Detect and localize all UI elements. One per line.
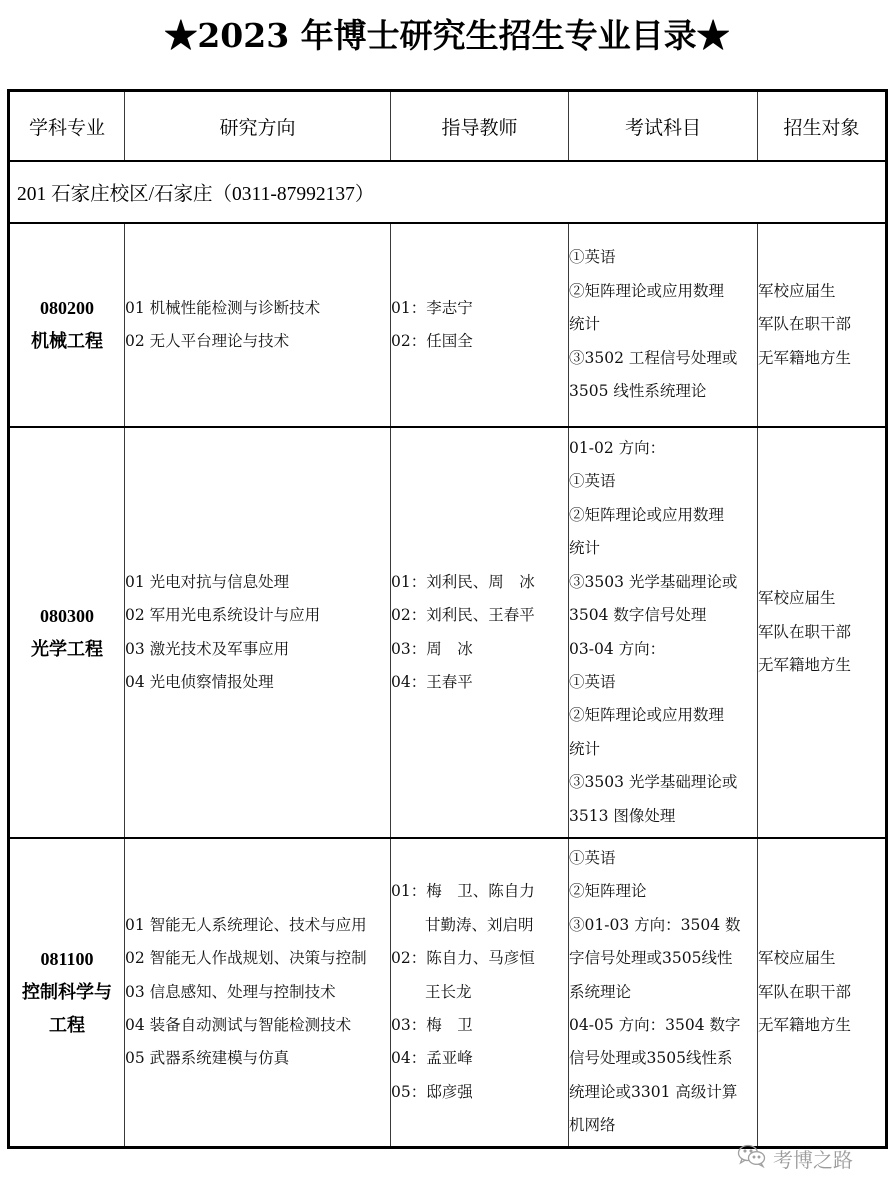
advisor-item: 02：刘利民、王春平: [391, 606, 535, 625]
target-item: 军校应届生: [758, 589, 836, 608]
exam-line: 信号处理或3505线性系: [569, 1049, 733, 1068]
exam-line: ①英语: [569, 472, 616, 491]
exam-line: 01-02 方向：: [569, 439, 666, 458]
table-row: [9, 223, 887, 427]
exam-line: ③01-03 方向：3504 数: [569, 915, 741, 934]
direction-item: 02 智能无人作战规划、决策与控制: [125, 949, 367, 968]
exam-line: 3513 图像处理: [569, 806, 676, 825]
exam-line: 机网络: [569, 1116, 616, 1135]
advisor-item: 04：王春平: [391, 672, 473, 691]
advisor-item: 03：周 冰: [391, 639, 473, 658]
exam-line: 04-05 方向：3504 数字: [569, 1015, 741, 1034]
major-name: 光学工程: [31, 638, 103, 660]
header-major: 学科专业: [9, 91, 125, 162]
direction-item: 04 装备自动测试与智能检测技术: [125, 1015, 352, 1034]
advisors-cell: [391, 838, 569, 1147]
targets-cell: [758, 838, 887, 1147]
target-item: 军队在职干部: [758, 315, 852, 334]
direction-item: 02 军用光电系统设计与应用: [125, 606, 321, 625]
major-name: 工程: [49, 1014, 85, 1036]
exam-line: 统理论或3301 高级计算: [569, 1082, 738, 1101]
advisor-item: 05：邸彦强: [391, 1082, 473, 1101]
advisor-item: 甘勤涛、刘启明: [425, 915, 534, 934]
advisor-item: 王长龙: [425, 982, 472, 1001]
advisor-item: 02：任国全: [391, 332, 473, 350]
exam-line: 统计: [569, 739, 601, 758]
direction-item: 01 机械性能检测与诊断技术: [125, 298, 321, 317]
major-code: 081100: [40, 948, 94, 969]
exam-line: 系统理论: [569, 982, 632, 1001]
header-advisor: 指导教师: [391, 91, 569, 162]
exam-line: 3505 线性系统理论: [569, 382, 707, 401]
section-row: [9, 161, 887, 223]
exam-line: 统计: [569, 315, 601, 334]
exam-line: ③3503 光学基础理论或: [569, 773, 738, 792]
exam-line: ③3503 光学基础理论或: [569, 572, 738, 591]
directions-cell: [125, 838, 391, 1147]
watermark-text: 考博之路: [773, 1147, 853, 1172]
exam-line: 字信号处理或3505线性: [569, 949, 733, 968]
major-name: 控制科学与: [22, 981, 112, 1003]
direction-item: 03 信息感知、处理与控制技术: [125, 982, 336, 1001]
target-item: 军校应届生: [758, 949, 836, 968]
exams-cell: [569, 427, 758, 838]
wechat-icon: [737, 1143, 767, 1174]
advisor-item: 02：陈自力、马彦恒: [391, 949, 535, 968]
direction-item: 02 无人平台理论与技术: [125, 332, 290, 350]
major-cell: [9, 838, 125, 1147]
target-item: 军校应届生: [758, 281, 836, 300]
major-code: 080200: [40, 298, 94, 318]
major-cell: [9, 223, 125, 427]
exam-line: ②矩阵理论: [569, 882, 647, 901]
header-enrollment-target: 招生对象: [758, 91, 887, 162]
exam-line: 统计: [569, 539, 601, 558]
exam-line: 03-04 方向：: [569, 639, 666, 658]
targets-cell: [758, 427, 887, 838]
direction-item: 03 激光技术及军事应用: [125, 639, 290, 658]
exam-line: ②矩阵理论或应用数理: [569, 706, 725, 725]
advisor-item: 01：刘利民、周 冰: [391, 572, 535, 591]
target-item: 军队在职干部: [758, 982, 852, 1001]
catalog-table: [7, 89, 888, 1149]
advisor-item: 04：孟亚峰: [391, 1049, 473, 1068]
direction-item: 01 智能无人系统理论、技术与应用: [125, 915, 367, 934]
major-cell: [9, 427, 125, 838]
direction-item: 05 武器系统建模与仿真: [125, 1049, 290, 1068]
direction-item: 01 光电对抗与信息处理: [125, 572, 290, 591]
table-row: [9, 838, 887, 1147]
advisors-cell: [391, 427, 569, 838]
major-code: 080300: [40, 605, 94, 626]
target-item: 无军籍地方生: [758, 348, 852, 367]
direction-item: 04 光电侦察情报处理: [125, 672, 274, 691]
exam-line: ①英语: [569, 848, 616, 867]
exam-line: 3504 数字信号处理: [569, 606, 707, 625]
advisor-item: 01：梅 卫、陈自力: [391, 882, 535, 901]
directions-cell: [125, 427, 391, 838]
exam-line: ②矩阵理论或应用数理: [569, 281, 725, 300]
exam-line: ②矩阵理论或应用数理: [569, 505, 725, 524]
directions-cell: [125, 223, 391, 427]
advisors-cell: [391, 223, 569, 427]
exam-line: ③3502 工程信号处理或: [569, 348, 738, 367]
exams-cell: [569, 838, 758, 1147]
advisor-item: 03：梅 卫: [391, 1015, 473, 1034]
table-row: [9, 427, 887, 838]
target-item: 军队在职干部: [758, 622, 852, 641]
advisor-item: 01：李志宁: [391, 298, 473, 317]
target-item: 无军籍地方生: [758, 656, 852, 675]
watermark: [737, 1143, 877, 1173]
header-exam-subjects: 考试科目: [569, 91, 758, 162]
exam-line: ①英语: [569, 672, 616, 691]
targets-cell: [758, 223, 887, 427]
exams-cell: [569, 223, 758, 427]
section-title: 201 石家庄校区/石家庄（0311-87992137）: [9, 161, 887, 223]
exam-line: ①英语: [569, 248, 616, 267]
table-header-row: [9, 91, 887, 162]
target-item: 无军籍地方生: [758, 1015, 852, 1034]
page-title: ★2023 年博士研究生招生专业目录★: [164, 16, 730, 55]
header-research-direction: 研究方向: [125, 91, 391, 162]
major-name: 机械工程: [31, 331, 103, 352]
